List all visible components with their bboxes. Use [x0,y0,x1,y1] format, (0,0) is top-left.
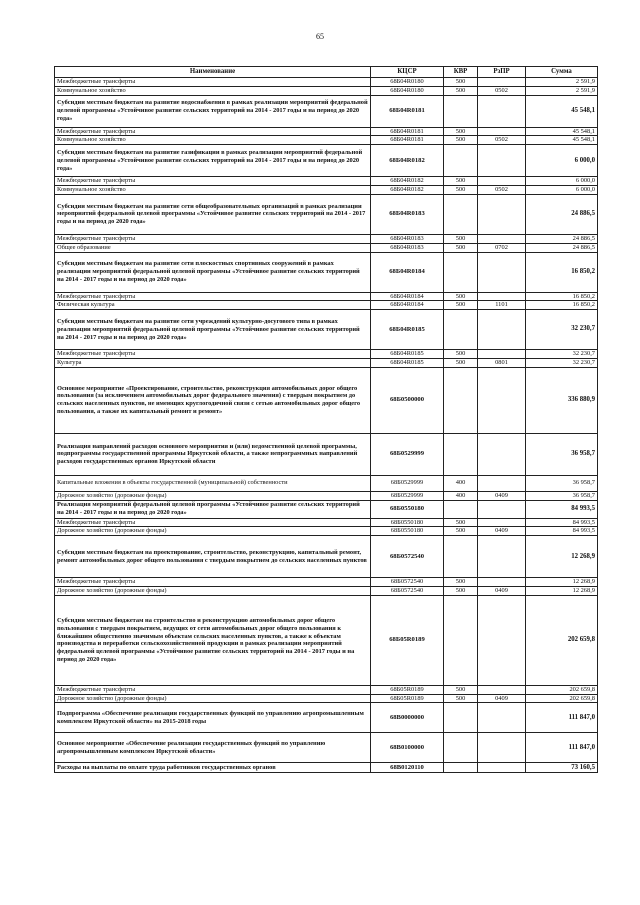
cell-name: Межбюджетные трансферты [55,234,371,243]
table-row [55,587,598,596]
cell-kvr: 500 [444,186,478,195]
cell-kvr: 500 [444,136,478,145]
cell-rzpr [478,433,526,475]
cell-kvr: 500 [444,78,478,87]
cell-code: 68Б04R0181 [371,136,444,145]
cell-kvr: 500 [444,694,478,703]
cell-rzpr [478,733,526,763]
cell-rzpr [478,78,526,87]
cell-name: Межбюджетные трансферты [55,518,371,527]
cell-sum: 32 230,7 [526,350,598,359]
cell-rzpr [478,536,526,578]
header-rzpr: РзПР [478,67,526,78]
cell-sum: 6 000,0 [526,177,598,186]
table-row [55,491,598,500]
cell-rzpr [478,127,526,136]
cell-code: 68Б04R0184 [371,301,444,310]
table-row [55,95,598,127]
cell-sum: 32 230,7 [526,358,598,367]
cell-sum: 12 268,9 [526,536,598,578]
table-row [55,358,598,367]
cell-name: Субсидии местным бюджетам на развитие сети общеобразовательных организаций в рамках реализации мероприятий федеральной целевой программы «Устойчивое развитие сельских территорий на 2014 - 2017 годы и на период до 2020 года» [55,194,371,234]
cell-rzpr [478,252,526,292]
cell-sum: 111 847,0 [526,703,598,733]
cell-name: Дорожное хозяйство (дорожные фонды) [55,694,371,703]
table-row [55,136,598,145]
cell-rzpr [478,194,526,234]
cell-kvr: 500 [444,234,478,243]
cell-rzpr [478,234,526,243]
cell-code: 68Б04R0183 [371,194,444,234]
cell-kvr [444,95,478,127]
cell-sum: 202 659,8 [526,685,598,694]
cell-code: 68Б0572540 [371,578,444,587]
table-row [55,527,598,536]
cell-sum: 16 850,2 [526,252,598,292]
cell-rzpr [478,703,526,733]
cell-kvr [444,595,478,685]
cell-kvr: 500 [444,685,478,694]
cell-kvr: 500 [444,86,478,95]
cell-name: Субсидии местным бюджетам на развитие сети учреждений культурно-досугового типа в рамках реализации мероприятий федеральной целевой программы «Устойчивое развитие сельских территорий на 2014 - 2017 годы и на период до 2020 года» [55,310,371,350]
cell-sum: 6 000,0 [526,145,598,177]
cell-kvr [444,536,478,578]
cell-code: 68Б0500000 [371,367,444,433]
cell-code: 68Б04R0180 [371,86,444,95]
table-row [55,127,598,136]
cell-name: Коммунальное хозяйство [55,86,371,95]
cell-kvr: 500 [444,177,478,186]
cell-rzpr: 0409 [478,491,526,500]
table-row [55,763,598,773]
table-header-row [55,67,598,78]
cell-sum: 45 548,1 [526,136,598,145]
cell-kvr [444,252,478,292]
cell-code: 68Б05R0189 [371,694,444,703]
cell-name: Межбюджетные трансферты [55,292,371,301]
cell-kvr: 500 [444,292,478,301]
cell-kvr: 500 [444,358,478,367]
table-row [55,252,598,292]
cell-sum: 73 160,5 [526,763,598,773]
table-body [55,78,598,773]
cell-sum: 6 000,0 [526,186,598,195]
table-row [55,518,598,527]
table-row [55,86,598,95]
cell-kvr [444,733,478,763]
cell-name: Дорожное хозяйство (дорожные фонды) [55,587,371,596]
cell-sum: 36 958,7 [526,433,598,475]
cell-rzpr [478,350,526,359]
cell-name: Субсидии местным бюджетам на развитие водоснабжения в рамках реализации мероприятий федеральной целевой программы «Устойчивое развитие сельских территорий на 2014 - 2017 годы и на период до 2020 года» [55,95,371,127]
cell-name: Подпрограмма «Обеспечение реализации государственных функций по управлению агропромышленным комплексом Иркутской области» на 2015-2018 годы [55,703,371,733]
cell-rzpr [478,578,526,587]
cell-name: Субсидии местным бюджетам на развитие сети плоскостных спортивных сооружений в рамках реализации мероприятий федеральной целевой программы «Устойчивое развитие сельских территорий на 2014 - 2017 годы и на период до 2020 года» [55,252,371,292]
cell-kvr [444,433,478,475]
cell-sum: 16 850,2 [526,301,598,310]
table-row [55,310,598,350]
cell-code: 68Б04R0182 [371,145,444,177]
cell-sum: 202 659,8 [526,595,598,685]
cell-name: Физическая культура [55,301,371,310]
cell-kvr: 500 [444,127,478,136]
cell-name: Культура [55,358,371,367]
cell-sum: 111 847,0 [526,733,598,763]
cell-rzpr [478,685,526,694]
cell-name: Межбюджетные трансферты [55,578,371,587]
cell-rzpr [478,310,526,350]
table-row [55,433,598,475]
cell-rzpr [478,292,526,301]
cell-name: Основное мероприятие «Обеспечение реализации государственных функций по управлению агропромышленным комплексом Иркутской области» [55,733,371,763]
cell-name: Капитальные вложения в объекты государственной (муниципальной) собственности [55,475,371,491]
cell-code: 68Б0550180 [371,527,444,536]
cell-kvr [444,367,478,433]
cell-rzpr: 0502 [478,86,526,95]
cell-code: 68Б05R0189 [371,685,444,694]
cell-rzpr: 0409 [478,694,526,703]
cell-code: 68Б0550180 [371,500,444,518]
cell-kvr [444,194,478,234]
cell-kvr [444,310,478,350]
cell-rzpr: 0409 [478,527,526,536]
table-row [55,595,598,685]
table-row [55,350,598,359]
cell-name: Межбюджетные трансферты [55,78,371,87]
cell-kvr: 500 [444,243,478,252]
cell-code: 68Б04R0180 [371,78,444,87]
cell-code: 68Б0572540 [371,587,444,596]
cell-code: 68Б04R0184 [371,252,444,292]
cell-code: 68Б0529999 [371,475,444,491]
cell-rzpr: 0502 [478,186,526,195]
cell-code: 68Б05R0189 [371,595,444,685]
header-name: Наименование [55,67,371,78]
page-number: 65 [316,32,324,41]
cell-name: Коммунальное хозяйство [55,136,371,145]
cell-code: 68Б0529999 [371,491,444,500]
cell-rzpr [478,763,526,773]
cell-sum: 24 886,5 [526,194,598,234]
cell-sum: 16 850,2 [526,292,598,301]
cell-kvr [444,145,478,177]
cell-sum: 84 993,5 [526,500,598,518]
cell-name: Коммунальное хозяйство [55,186,371,195]
cell-kvr: 500 [444,587,478,596]
table-row [55,292,598,301]
cell-name: Дорожное хозяйство (дорожные фонды) [55,491,371,500]
cell-name: Реализация мероприятий федеральной целевой программы «Устойчивое развитие сельских территорий на 2014 - 2017 годы и на период до 2020 года» [55,500,371,518]
cell-sum: 202 659,8 [526,694,598,703]
cell-kvr: 400 [444,475,478,491]
table-row [55,536,598,578]
cell-rzpr: 0409 [478,587,526,596]
table-row [55,500,598,518]
cell-kvr [444,763,478,773]
cell-sum: 45 548,1 [526,127,598,136]
table-row [55,301,598,310]
cell-code: 68В0000000 [371,703,444,733]
cell-rzpr [478,475,526,491]
cell-rzpr [478,595,526,685]
cell-code: 68Б04R0185 [371,350,444,359]
cell-kvr: 500 [444,350,478,359]
cell-code: 68В0100000 [371,733,444,763]
table-row [55,234,598,243]
cell-kvr: 500 [444,518,478,527]
cell-name: Реализация направлений расходов основного мероприятия и (или) ведомственной целевой программы, подпрограммы государственной программы Иркутской области, а также непрограммных направлений расходов государственных органов Иркутской области [55,433,371,475]
header-sum: Сумма [526,67,598,78]
table-row [55,733,598,763]
cell-code: 68Б04R0185 [371,310,444,350]
table-row [55,78,598,87]
table-row [55,243,598,252]
header-code: КЦСР [371,67,444,78]
cell-name: Межбюджетные трансферты [55,177,371,186]
table-row [55,475,598,491]
cell-code: 68Б0572540 [371,536,444,578]
cell-name: Основное мероприятие «Проектирование, строительство, реконструкция автомобильных дорог общего пользования (за исключением автомобильных дорог федерального значения) с твердым покрытием до сельских населенных пунктов, не имеющих круглогодичной связи с сетью автомобильных дорог общего пользования, а также их капитальный ремонт и ремонт» [55,367,371,433]
cell-name: Субсидии местным бюджетам на строительство и реконструкцию автомобильных дорог общего пользования с твердым покрытием, ведущих от сети автомобильных дорог общего пользования к ближайшим общественно значимым объектам сельских населенных пунктов, а также к объектам производства и переработки сельскохозяйственной продукции в рамках реализации мероприятий федеральной целевой программы «Устойчивое развитие сельских территорий на 2014 - 2017 годы и на период до 2020 года» [55,595,371,685]
cell-name: Межбюджетные трансферты [55,685,371,694]
table-row [55,186,598,195]
cell-name: Общее образование [55,243,371,252]
cell-code: 68Б04R0184 [371,292,444,301]
cell-kvr [444,500,478,518]
cell-sum: 2 591,9 [526,78,598,87]
cell-name: Межбюджетные трансферты [55,127,371,136]
table-row [55,367,598,433]
cell-sum: 84 993,5 [526,518,598,527]
budget-table [54,66,598,773]
cell-rzpr: 0502 [478,136,526,145]
table-row [55,578,598,587]
cell-sum: 36 958,7 [526,475,598,491]
cell-sum: 24 886,5 [526,243,598,252]
cell-sum: 45 548,1 [526,95,598,127]
table-row [55,703,598,733]
cell-sum: 336 880,9 [526,367,598,433]
cell-name: Субсидии местным бюджетам на проектирование, строительство, реконструкцию, капитальный ремонт, ремонт автомобильных дорог общего пользования с твердым покрытием до сельских населенных пунктов [55,536,371,578]
cell-kvr [444,703,478,733]
cell-rzpr [478,177,526,186]
cell-kvr: 500 [444,578,478,587]
cell-rzpr [478,367,526,433]
cell-rzpr [478,500,526,518]
cell-sum: 12 268,9 [526,587,598,596]
cell-code: 68Б04R0181 [371,95,444,127]
cell-code: 68Б04R0182 [371,177,444,186]
table-row [55,194,598,234]
cell-code: 68Б04R0181 [371,127,444,136]
cell-code: 68В0120110 [371,763,444,773]
cell-sum: 2 591,9 [526,86,598,95]
cell-rzpr [478,518,526,527]
cell-sum: 32 230,7 [526,310,598,350]
cell-sum: 24 886,5 [526,234,598,243]
table-row [55,694,598,703]
cell-rzpr: 1101 [478,301,526,310]
cell-code: 68Б04R0183 [371,243,444,252]
header-kvr: КВР [444,67,478,78]
cell-code: 68Б04R0185 [371,358,444,367]
cell-sum: 84 993,5 [526,527,598,536]
cell-code: 68Б0550180 [371,518,444,527]
cell-rzpr [478,95,526,127]
cell-kvr: 500 [444,301,478,310]
cell-sum: 12 268,9 [526,578,598,587]
cell-kvr: 400 [444,491,478,500]
cell-name: Межбюджетные трансферты [55,350,371,359]
cell-name: Дорожное хозяйство (дорожные фонды) [55,527,371,536]
cell-rzpr: 0702 [478,243,526,252]
cell-name: Расходы на выплаты по оплате труда работников государственных органов [55,763,371,773]
cell-kvr: 500 [444,527,478,536]
cell-code: 68Б04R0182 [371,186,444,195]
cell-rzpr: 0801 [478,358,526,367]
cell-code: 68Б0529999 [371,433,444,475]
cell-code: 68Б04R0183 [371,234,444,243]
cell-sum: 36 958,7 [526,491,598,500]
table-row [55,685,598,694]
table-row [55,145,598,177]
cell-rzpr [478,145,526,177]
cell-name: Субсидии местным бюджетам на развитие газификации в рамках реализации мероприятий федеральной целевой программы «Устойчивое развитие сельских территорий на 2014 - 2017 годы и на период до 2020 года» [55,145,371,177]
table-row [55,177,598,186]
